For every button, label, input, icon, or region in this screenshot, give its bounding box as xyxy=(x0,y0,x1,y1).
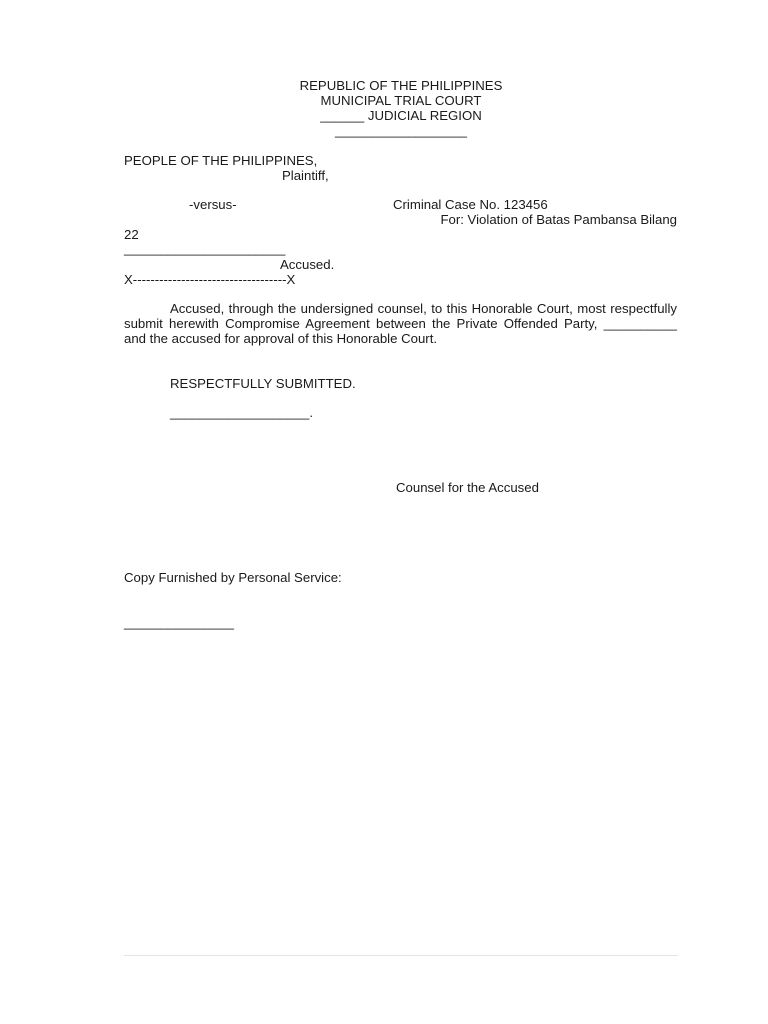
case-offense: For: Violation of Batas Pambansa Bilang xyxy=(440,212,677,227)
versus-label: -versus- xyxy=(189,197,237,212)
accused-role: Accused. xyxy=(280,257,335,272)
case-offense-continued: 22 xyxy=(124,227,139,242)
date-place-blank: ___________________. xyxy=(170,405,314,420)
case-number: Criminal Case No. 123456 xyxy=(393,197,548,212)
header-judicial-region: ______ JUDICIAL REGION xyxy=(320,108,482,123)
copy-furnished-blank: _______________ xyxy=(124,615,235,630)
caption-separator: X-----------------------------------X xyxy=(124,272,296,287)
plaintiff-name: PEOPLE OF THE PHILIPPINES, xyxy=(124,153,318,168)
copy-furnished-label: Copy Furnished by Personal Service: xyxy=(124,570,342,585)
counsel-label: Counsel for the Accused xyxy=(396,480,539,495)
page-footer-divider xyxy=(124,955,678,956)
motion-paragraph: Accused, through the undersigned counsel, to this Honorable Court, most respectfully submit herewith Compromise Agreement between the Private Offended Party, __________ and the accused for approval of this Honorable Court. xyxy=(124,301,677,346)
respectfully-submitted: RESPECTFULLY SUBMITTED. xyxy=(170,376,356,391)
header-court: MUNICIPAL TRIAL COURT xyxy=(320,93,482,108)
header-branch-blank: __________________ xyxy=(334,123,468,138)
header-republic: REPUBLIC OF THE PHILIPPINES xyxy=(299,78,503,93)
accused-name-blank: ______________________ xyxy=(124,241,286,256)
plaintiff-role: Plaintiff, xyxy=(282,168,329,183)
